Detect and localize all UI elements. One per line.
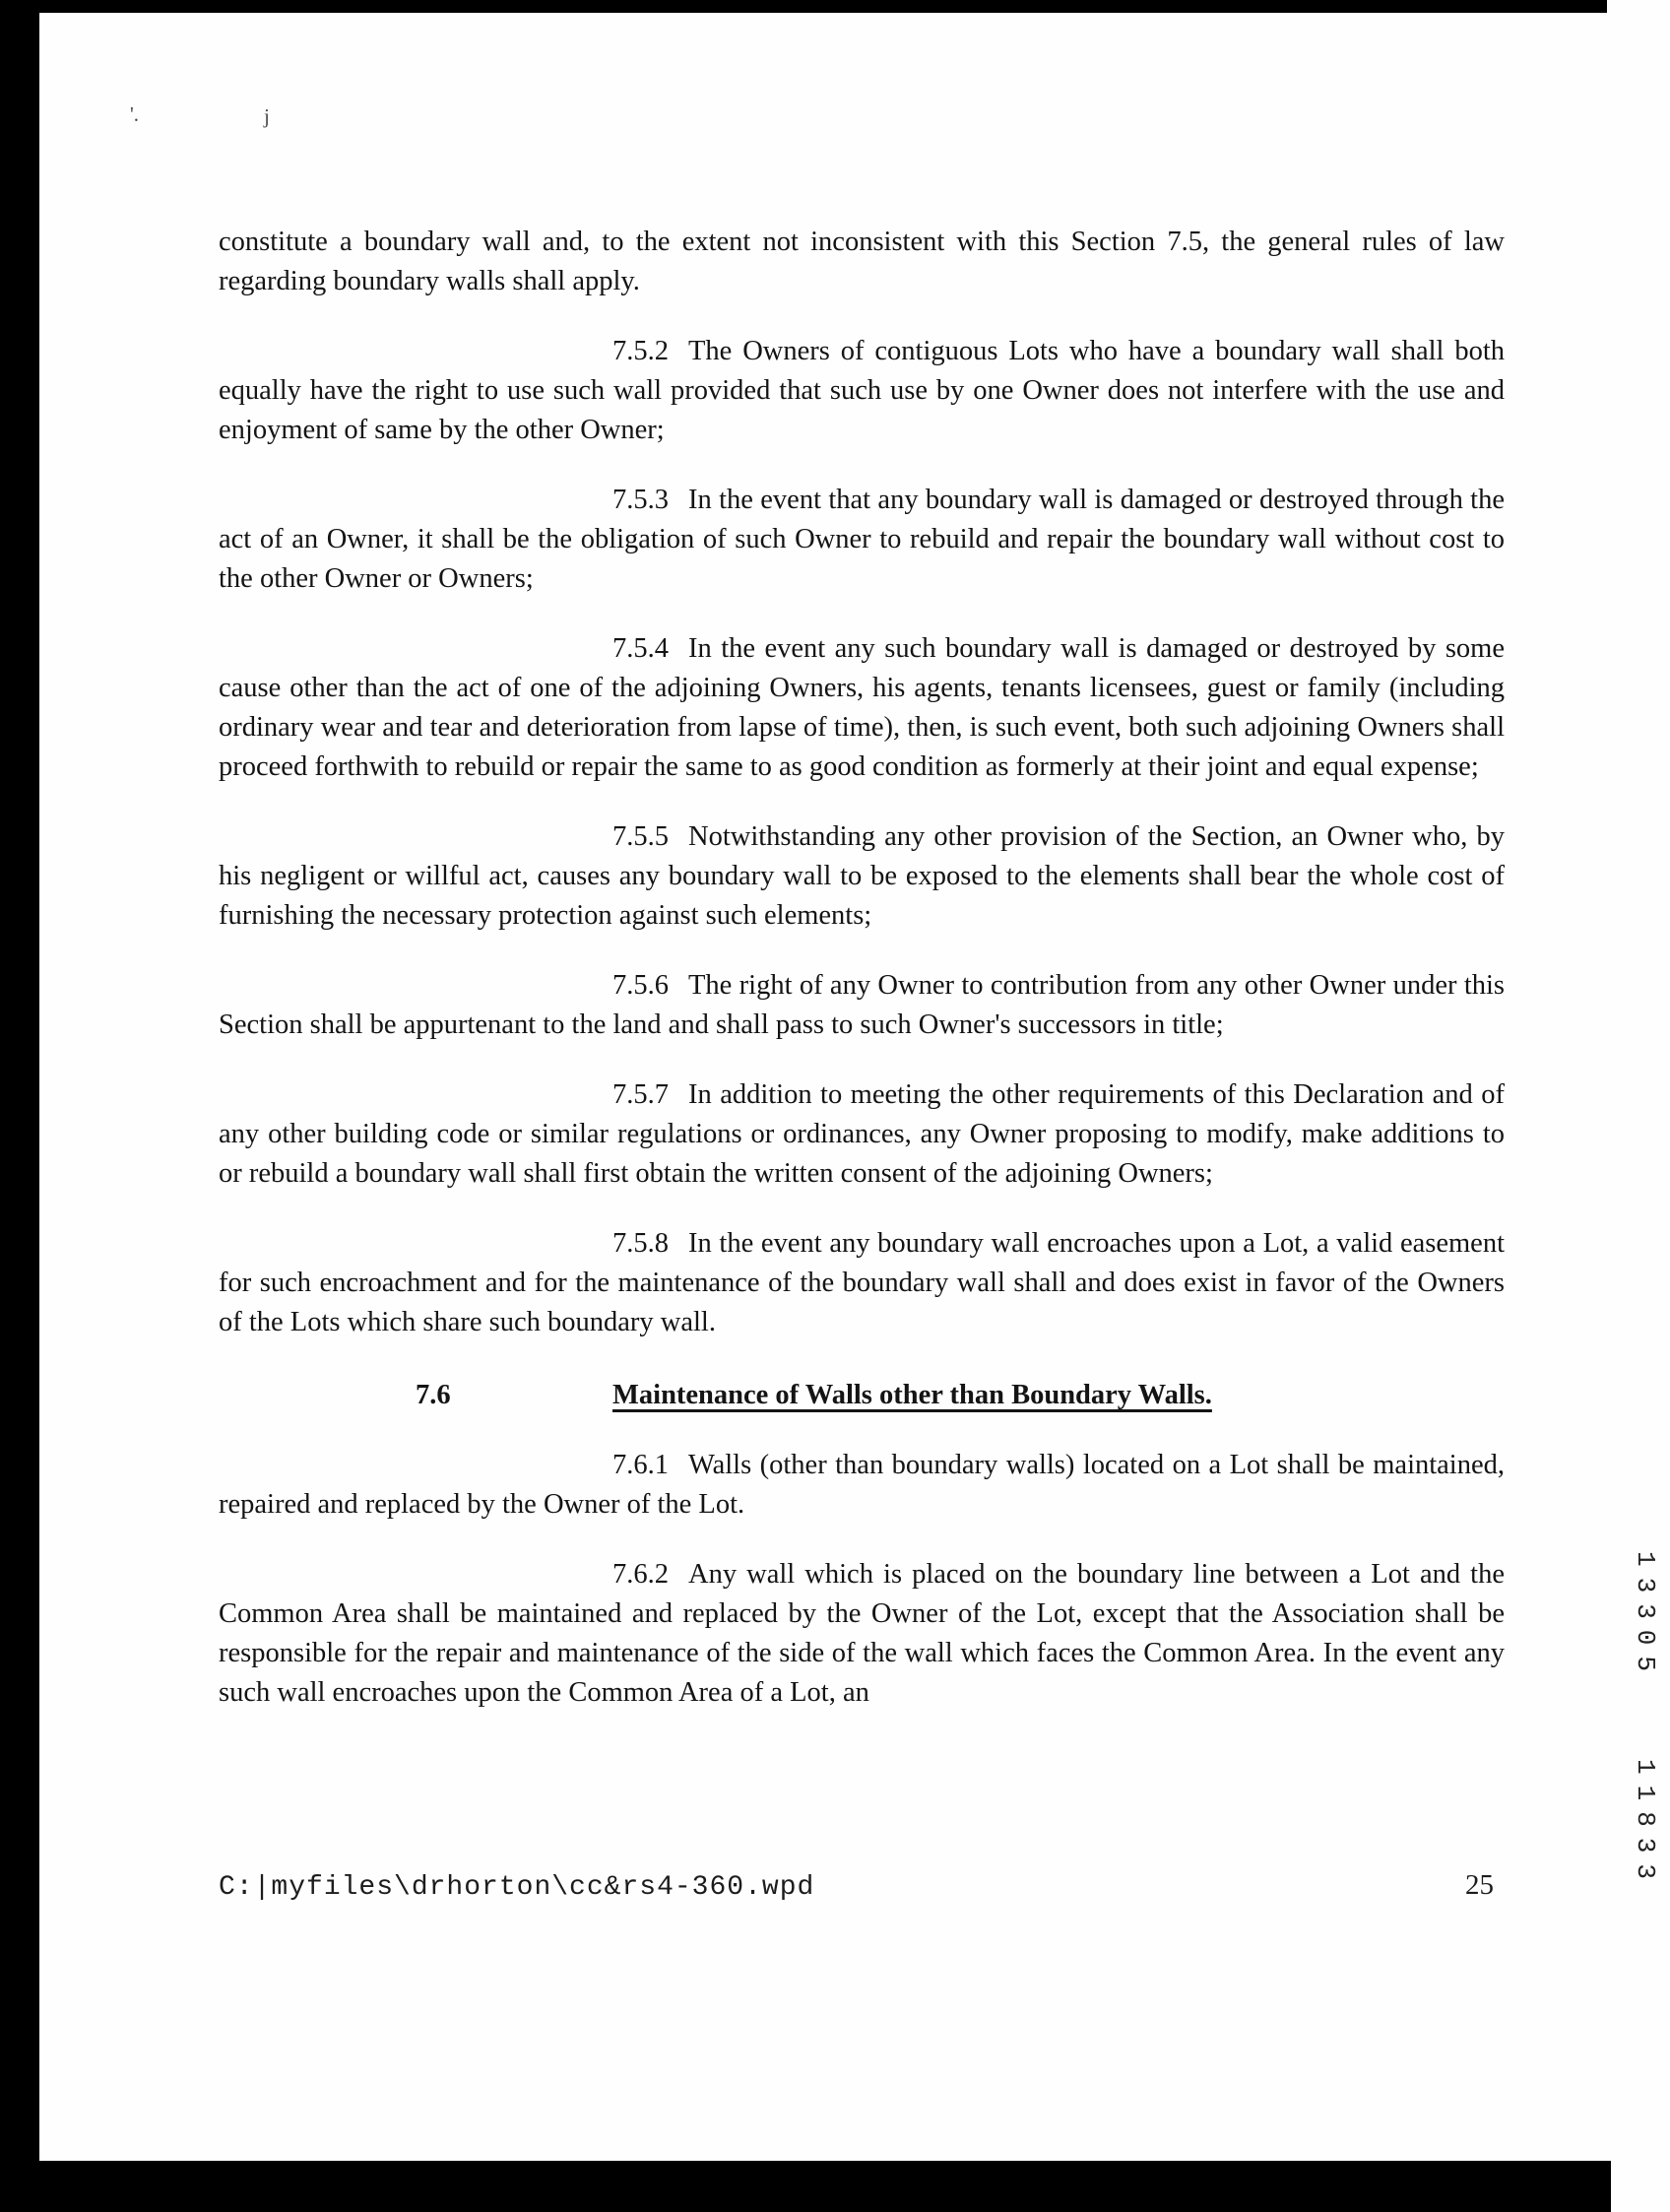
- section-text: Any wall which is placed on the boundary line between a Lot and the Common Area shall be maintained and replaced by the Owner of the Lot, except that the Association shall be responsible for the repair and maintenance of the side of the wall which faces the Common Area. In the event any such wall encroaches upon the Common Area of a Lot, an: [219, 1559, 1505, 1708]
- document-body: [219, 223, 1505, 1713]
- paragraph-7-6-2: [219, 1555, 1505, 1713]
- section-number: 7.5.5: [612, 821, 669, 852]
- section-number: 7.6.2: [612, 1559, 669, 1590]
- paragraph-7-5-3: [219, 481, 1505, 599]
- section-text: The right of any Owner to contribution from any other Owner under this Section shall be appurtenant to the land and shall pass to such Owner's successors in title;: [219, 970, 1505, 1040]
- section-number: 7.5.3: [612, 485, 669, 515]
- page-footer: [219, 1869, 1494, 1903]
- file-path: C:|myfiles\drhorton\cc&rs4-360.wpd: [219, 1872, 815, 1903]
- heading-number: 7.6: [416, 1380, 451, 1410]
- paragraph-intro: constitute a boundary wall and, to the extent not inconsistent with this Section 7.5, the general rules of law regarding boundary walls shall apply.: [219, 227, 1505, 296]
- section-text: In the event that any boundary wall is damaged or destroyed through the act of an Owner, it shall be the obligation of such Owner to rebuild and repair the boundary wall without cost to the other Owner or Owners;: [219, 485, 1505, 594]
- paragraph-7-5-6: [219, 966, 1505, 1045]
- scan-mark: j: [264, 104, 270, 128]
- heading-title: Maintenance of Walls other than Boundary Walls.: [612, 1380, 1212, 1410]
- paragraph-7-5-5: [219, 817, 1505, 936]
- section-text: In addition to meeting the other requirements of this Declaration and of any other building code or similar regulations or ordinances, any Owner proposing to modify, make additions to or rebuild a boundary wall shall first obtain the written consent of the adjoining Owners;: [219, 1079, 1505, 1189]
- paragraph-7-5-8: [219, 1224, 1505, 1342]
- section-number: 7.5.4: [612, 633, 669, 664]
- scan-mark: '.: [130, 102, 140, 126]
- section-heading-7-6: [219, 1376, 1505, 1415]
- right-margin-stamp: 13305: [1631, 1551, 1660, 1683]
- section-number: 7.5.2: [612, 336, 669, 366]
- scan-edge-bottom: [0, 2161, 1611, 2212]
- section-number: 7.6.1: [612, 1450, 669, 1480]
- section-number: 7.5.7: [612, 1079, 669, 1110]
- section-number: 7.5.8: [612, 1228, 669, 1259]
- paragraph-7-5-7: [219, 1075, 1505, 1194]
- section-number: 7.5.6: [612, 970, 669, 1001]
- paragraph-7-5-4: [219, 629, 1505, 787]
- section-text: Walls (other than boundary walls) located on a Lot shall be maintained, repaired and replaced by the Owner of the Lot.: [219, 1450, 1505, 1520]
- page-number: 25: [1465, 1869, 1494, 1901]
- section-text: In the event any boundary wall encroaches upon a Lot, a valid easement for such encroachment and for the maintenance of the boundary wall shall and does exist in favor of the Owners of the Lots which share such boundary wall.: [219, 1228, 1505, 1337]
- paragraph-7-5-2: [219, 332, 1505, 450]
- paragraph-7-6-1: [219, 1446, 1505, 1525]
- scan-edge-top: [0, 0, 1607, 13]
- section-text: In the event any such boundary wall is damaged or destroyed by some cause other than the act of one of the adjoining Owners, his agents, tenants licensees, guest or family (including ordinary wear and tear and deterioration from lapse of time), then, is such event, both such adjoining Owners shall proceed forthwith to rebuild or repair the same to as good condition as formerly at their joint and equal expense;: [219, 633, 1505, 782]
- section-text: The Owners of contiguous Lots who have a boundary wall shall both equally have the right to use such wall provided that such use by one Owner does not interfere with the use and enjoyment of same by the other Owner;: [219, 336, 1505, 445]
- right-margin-stamp: 11833: [1631, 1759, 1660, 1891]
- scan-edge-left: [0, 0, 39, 2212]
- section-text: Notwithstanding any other provision of the Section, an Owner who, by his negligent or willful act, causes any boundary wall to be exposed to the elements shall bear the whole cost of furnishing the necessary protection against such elements;: [219, 821, 1505, 931]
